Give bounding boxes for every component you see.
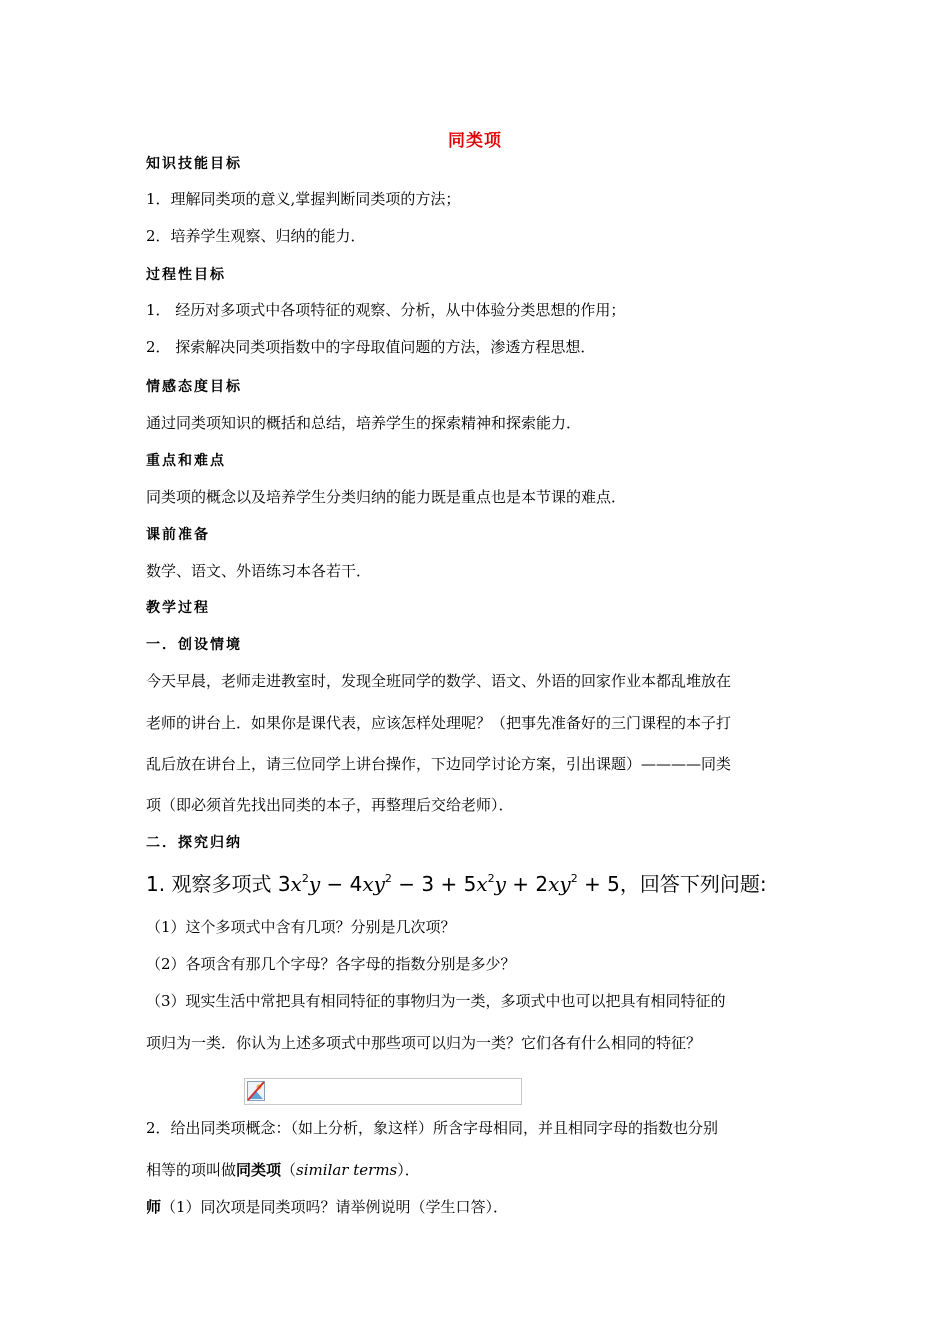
part1-line-2: 老师的讲台上．如果你是课代表，应该怎样处理呢？（把事先准备好的三门课程的本子打 bbox=[146, 714, 732, 732]
concept-en-open: （ bbox=[281, 1161, 297, 1179]
concept-line-2-pre: 相等的项叫做 bbox=[146, 1161, 237, 1179]
part1-heading: 一．创设情境 bbox=[146, 637, 242, 653]
broken-image-icon bbox=[247, 1081, 265, 1101]
concept-term: 同类项 bbox=[236, 1161, 282, 1179]
concept-line-1: 2．给出同类项概念：（如上分析，象这样）所含字母相同，并且相同字母的指数也分别 bbox=[146, 1119, 719, 1137]
teacher-label: 师 bbox=[146, 1198, 162, 1216]
process-item-2: 2． 探索解决同类项指数中的字母取值问题的方法，渗透方程思想． bbox=[146, 338, 596, 356]
knowledge-item-1: 1．理解同类项的意义,掌握判断同类项的方法； bbox=[146, 190, 461, 208]
math-prefix: 1. 观察多项式 bbox=[146, 872, 272, 896]
section-heading-key: 重点和难点 bbox=[146, 453, 226, 469]
section-heading-process: 过程性目标 bbox=[146, 267, 226, 283]
math-suffix: ，回答下列问题: bbox=[619, 872, 767, 896]
emotion-text: 通过同类项知识的概括和总结，培养学生的探索精神和探索能力． bbox=[146, 414, 582, 432]
question-2: （2）各项含有那几个字母？各字母的指数分别是多少？ bbox=[146, 955, 516, 973]
section-heading-prep: 课前准备 bbox=[146, 527, 210, 543]
section-heading-teaching: 教学过程 bbox=[146, 600, 210, 616]
part1-line-4: 项（即必须首先找出同类的本子，再整理后交给老师）． bbox=[146, 796, 514, 814]
part2-heading: 二．探究归纳 bbox=[146, 835, 242, 851]
knowledge-item-2: 2．培养学生观察、归纳的能力． bbox=[146, 227, 366, 245]
concept-en-close: ）． bbox=[397, 1161, 420, 1179]
broken-image-placeholder bbox=[244, 1078, 522, 1105]
section-heading-knowledge: 知识技能目标 bbox=[146, 156, 242, 172]
concept-english-term: similar terms bbox=[296, 1161, 398, 1179]
polynomial-expression: $3x^2y - 4xy^2 - 3 + 5x^2y + 2xy^2 + 5$ bbox=[277, 872, 620, 896]
prep-text: 数学、语文、外语练习本各若干． bbox=[146, 562, 372, 580]
process-item-1: 1． 经历对多项式中各项特征的观察、分析，从中体验分类思想的作用； bbox=[146, 301, 626, 319]
question-1: （1）这个多项式中含有几项？分别是几次项？ bbox=[146, 918, 456, 936]
question-3-line-1: （3）现实生活中常把具有相同特征的事物归为一类，多项式中也可以把具有相同特征的 bbox=[146, 992, 726, 1010]
part1-line-1: 今天早晨，老师走进教室时，发现全班同学的数学、语文、外语的回家作业本都乱堆放在 bbox=[146, 672, 732, 690]
question-3-line-2: 项归为一类．你认为上述多项式中那些项可以归为一类？它们各有什么相同的特征？ bbox=[146, 1034, 702, 1052]
part1-line-3: 乱后放在讲台上，请三位同学上讲台操作，下边同学讨论方案，引出课题）————同类 bbox=[146, 755, 732, 773]
teacher-question bbox=[146, 1197, 508, 1217]
key-text: 同类项的概念以及培养学生分类归纳的能力既是重点也是本节课的难点． bbox=[146, 488, 627, 506]
page-title: 同类项 bbox=[448, 131, 502, 151]
section-heading-emotion: 情感态度目标 bbox=[146, 379, 242, 395]
concept-line-2 bbox=[146, 1160, 420, 1180]
teacher-question-text: （1）同次项是同类项吗？请举例说明（学生口答）． bbox=[161, 1198, 509, 1216]
polynomial-question bbox=[146, 868, 767, 897]
